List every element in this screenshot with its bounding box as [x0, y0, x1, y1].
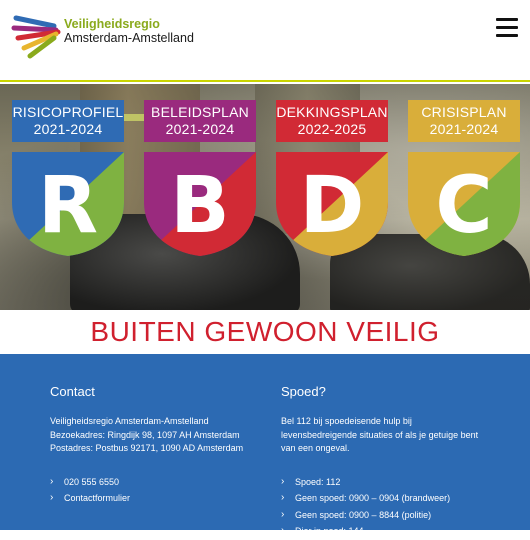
plan-letter: C [435, 161, 493, 251]
plan-title: CRISISPLAN [421, 104, 507, 120]
plan-badge-r[interactable] [12, 100, 124, 256]
hamburger-menu-icon[interactable] [496, 18, 518, 38]
plan-title: DEKKINGSPLAN [276, 104, 388, 120]
brand-line-2: Amsterdam-Amstelland [64, 31, 194, 45]
tagline: BUITEN GEWOON VEILIG [0, 310, 530, 354]
chevron-right-icon: › [281, 508, 285, 520]
plan-years: 2021-2024 [429, 121, 499, 137]
contact-links [50, 474, 260, 507]
spoed-line: van een ongeval. [281, 443, 350, 453]
site-footer [0, 354, 530, 536]
spoed-link[interactable]: › Spoed: 112 [281, 474, 511, 491]
spoed-links [281, 474, 511, 540]
chevron-right-icon: › [281, 475, 285, 487]
plan-shield-c[interactable] [408, 152, 520, 256]
plan-years: 2021-2024 [165, 121, 235, 137]
contact-line: Veiligheidsregio Amsterdam-Amstelland [50, 416, 209, 426]
plan-letter: B [170, 161, 230, 251]
contact-form-link[interactable]: › Contactformulier [50, 490, 260, 507]
plan-label[interactable] [144, 100, 256, 142]
spoed-text [281, 415, 511, 456]
brand-stripes-logo[interactable] [12, 8, 62, 62]
contact-heading: Contact [50, 384, 95, 399]
hero-banner [0, 84, 530, 310]
plan-label[interactable] [276, 100, 388, 142]
plan-title: RISICOPROFIEL [12, 104, 124, 120]
plan-years: 2021-2024 [33, 121, 103, 137]
plan-letter: R [37, 161, 99, 251]
spoed-link[interactable]: › Geen spoed: 0900 – 8844 (politie) [281, 507, 511, 524]
plan-badge-b[interactable] [144, 100, 256, 256]
plan-shield-b[interactable] [144, 152, 256, 256]
spoed-heading: Spoed? [281, 384, 326, 399]
chevron-right-icon: › [281, 525, 285, 536]
chevron-right-icon: › [50, 475, 54, 487]
site-header [0, 0, 530, 82]
spoed-link[interactable]: › Dier in nood: 144 [281, 523, 511, 540]
plan-badge-d[interactable] [276, 100, 388, 256]
plan-years: 2022-2025 [297, 121, 367, 137]
footer-contact-column [50, 384, 260, 507]
contact-line: Postadres: Postbus 92171, 1090 AD Amsterdam [50, 443, 244, 453]
contact-address [50, 415, 260, 456]
contact-line: Bezoekadres: Ringdijk 98, 1097 AH Amsterdam [50, 429, 240, 440]
brand-line-1: Veiligheidsregio [64, 17, 160, 31]
spoed-line: Bel 112 bij spoedeisende hulp bij [281, 416, 412, 426]
plan-label[interactable] [12, 100, 124, 142]
chevron-right-icon: › [281, 492, 285, 503]
plan-shield-r[interactable] [12, 152, 124, 256]
plan-title: BELEIDSPLAN [151, 104, 249, 120]
chevron-right-icon: › [50, 492, 54, 503]
spoed-line: levensbedreigende situaties of als je getuige bent [281, 429, 479, 440]
brand-name[interactable] [64, 17, 194, 45]
footer-spoed-column [281, 384, 511, 540]
plan-badge-c[interactable] [408, 100, 520, 256]
plan-shield-d[interactable] [276, 152, 388, 256]
plan-letter: D [299, 161, 365, 251]
plan-label[interactable] [408, 100, 520, 142]
spoed-link[interactable]: › Geen spoed: 0900 – 0904 (brandweer) [281, 490, 511, 507]
phone-link[interactable]: › 020 555 6550 [50, 474, 260, 491]
